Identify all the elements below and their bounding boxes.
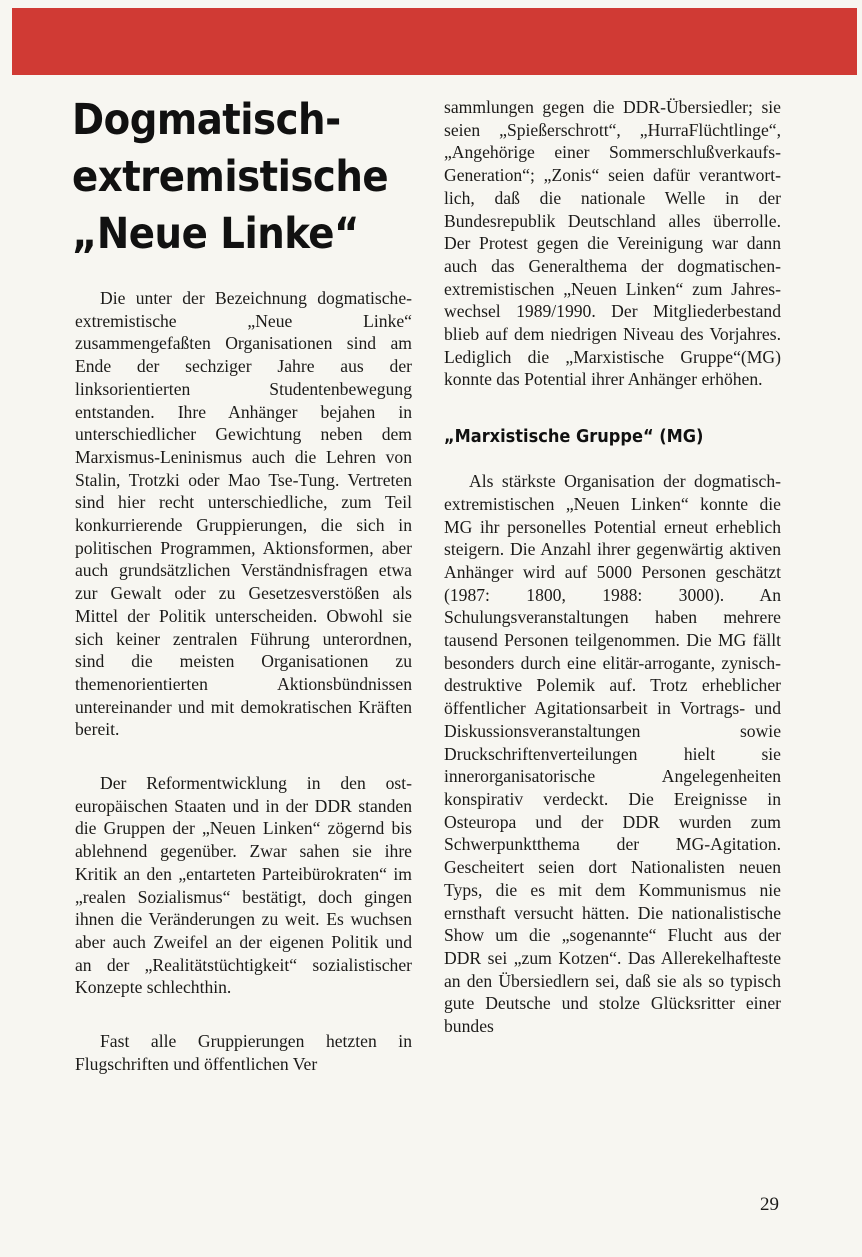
- title-line-1: Dogmatisch-: [72, 95, 341, 145]
- paragraph-mg: Als stärkste Organisation der dogmatisch-extremistischen „Neuen Linken“ konnte die MG ihr personelles Potential erneut erheblich steigern. Die Anzahl ihrer gegenwärtig aktiven Anhänger wird auf 5000 Personen geschätzt (1987: 1800, 1988: 3000). An Schulungsveranstaltungen haben mehrere tausend Personen teilgenommen. Die MG fällt besonders durch eine elitär-arrogante, zynisch-destruktive Polemik auf. Trotz erheblicher öffentlicher Agitationsarbeit in Vortrags- und Diskussionsveranstaltungen sowie Druckschriftenverteilungen hielt sie innerorganisatorische Angelegenheiten konspirativ verdeckt. Die Ereignisse in Osteuropa und der DDR wurden zum Schwerpunktthema der MG-Agitation. Gescheitert seien dort Nationalisten neuen Typs, die es mit dem Kommunismus nie ernsthaft versucht hätten. Die nationalistische Show um die „sogenannte“ Flucht aus der DDR sei „zum Kotzen“. Das Allerekelhafteste an den Übersiedlern sei, daß sie als so typisch gute Deutsche und stolze Glücksritter einer bundes: [444, 471, 781, 1037]
- left-column: [75, 287, 412, 1076]
- page-number: 29: [760, 1194, 779, 1215]
- red-header-band: [12, 8, 857, 75]
- paragraph-continuation: sammlungen gegen die DDR-Übersiedler; sie seien „Spießerschrott“, „HurraFlüchtlinge“, „Angehörige einer Sommerschlußverkaufs-Generation“; „Zonis“ seien dafür verantwortlich, daß die nationale Welle in der Bundesrepublik Deutschland alles überrolle. Der Protest gegen die Vereinigung war dann auch das Generalthema der dogmatischen-extremistischen „Neuen Linken“ zum Jahreswechsel 1989/1990. Der Mitgliederbestand blieb auf dem niedrigen Niveau des Vorjahres. Lediglich die „Marxistische Gruppe“(MG) konnte das Potential ihrer Anhänger erhöhen.: [444, 97, 781, 390]
- title-line-2: extremistische: [72, 152, 389, 202]
- paragraph-intro: Die unter der Bezeichnung dogmatische-extremistische „Neue Linke“ zusammengefaßten Organisationen sind am Ende der sechziger Jahre aus der linksorientierten Studentenbewegung entstanden. Ihre Anhänger bejahen in unterschiedlicher Gewichtung neben dem Marxismus-Leninismus auch die Lehren von Stalin, Trotzki oder Mao Tse-Tung. Vertreten sind hier recht unterschiedliche, zum Teil konkurrierende Gruppierungen, die sich in politischen Programmen, Aktionsformen, aber auch grundsätzlichen Verständnisfragen etwa zur Gewalt oder zu Gesetzesverstößen als Mittel der Politik unterscheiden. Obwohl sie sich keiner zentralen Führung unterordnen, sind die meisten Organisationen zu themenorientierten Aktionsbündnissen untereinander und mit demokratischen Kräften bereit.: [75, 288, 412, 740]
- paragraph-hetze: Fast alle Gruppierungen hetzten in Flugschriften und öffentlichen Ver: [75, 1031, 412, 1074]
- paragraph-reform: Der Reformentwicklung in den osteuropäischen Staaten und in der DDR standen die Gruppen der „Neuen Linken“ zögernd bis ablehnend gegenüber. Zwar sahen sie ihre Kritik an den „entarteten Parteibürokraten“ im „realen Sozialismus“ bestätigt, doch gingen ihnen die Veränderungen zu weit. Es wuchsen aber auch Zweifel an der eigenen Politik und an der „Realitätstüchtigkeit“ sozialistischer Konzepte schlechthin.: [75, 773, 412, 998]
- right-column: [444, 96, 781, 1038]
- page-title: [72, 92, 432, 263]
- title-line-3: „Neue Linke“: [72, 209, 359, 259]
- section-heading-mg: „Marxistische Gruppe“ (MG): [444, 426, 704, 448]
